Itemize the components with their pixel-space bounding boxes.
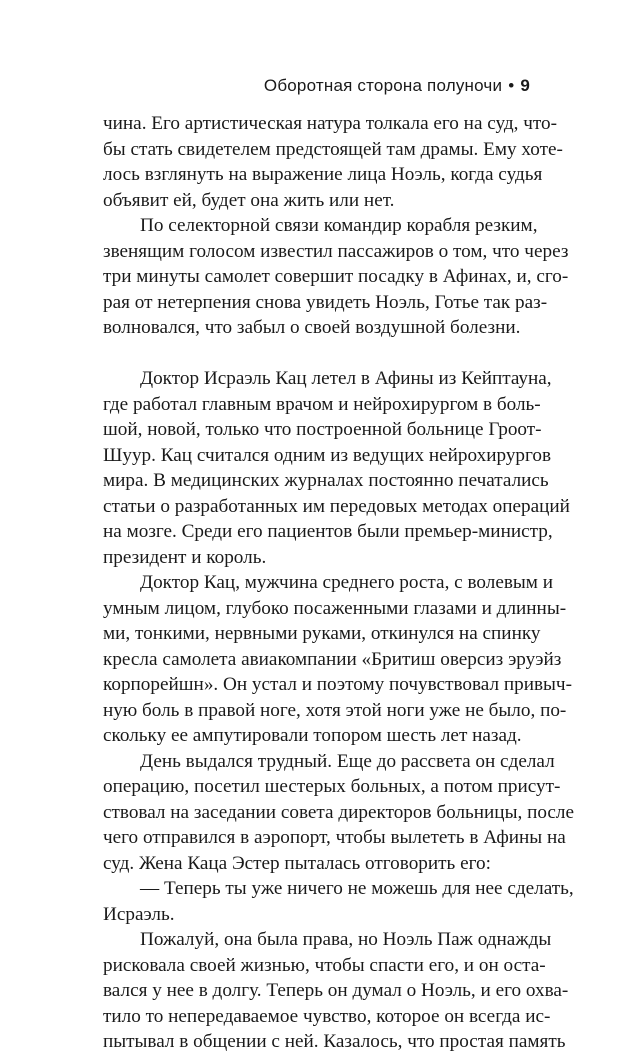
text-line: ную боль в правой ноге, хотя этой ноги уже не было, по- [103,699,567,721]
running-header [264,76,530,96]
text-line: корпорейшн». Он устал и поэтому почувствовал привыч- [103,674,572,695]
text-line: Пожалуй, она была права, но Ноэль Паж однажды [140,929,552,950]
text-line: По селекторной связи командир корабля резким, [140,215,538,236]
paragraph [103,366,570,570]
text-line: на мозге. Среди его пациентов были премьер-министр, [103,521,553,542]
text-line: — Теперь ты уже ничего не можешь для нее сделать, [140,878,574,899]
text-line: чего отправился в аэропорт, чтобы вылететь в Афины на [103,827,566,848]
text-line: Доктор Кац, мужчина среднего роста, с волевым и [140,572,553,593]
text-line: кресла самолета авиакомпании «Бритиш оверсиз эруэйз [103,648,562,670]
text-line: скольку ее ампутировали топором шесть лет назад. [103,725,522,746]
paragraph [103,749,575,877]
text-line: бы стать свидетелем предстоящей там драмы. Ему хоте- [103,138,563,160]
text-line: три минуты самолет совершит посадку в Афинах, и, сго- [103,266,569,287]
section-break [103,341,529,367]
page-number: 9 [520,76,530,95]
text-line: где работал главным врачом и нейрохирургом в боль- [103,393,541,415]
text-line: рая от нетерпения снова увидеть Ноэль, Готье так раз- [103,291,548,313]
text-line: ми, тонкими, нервными руками, откинулся на спинку [103,623,541,644]
paragraph [103,213,569,341]
text-line: операцию, посетил шестерых больных, а потом присут- [103,776,561,797]
text-line: шой, новой, только что построенной больнице Гроот- [103,419,542,440]
text-line: ствовал на заседании совета директоров больницы, после [103,801,575,823]
paragraph [103,111,563,213]
text-line: Исраэль. [103,903,175,925]
text-line: волновался, что забыл о своей воздушной болезни. [103,317,521,338]
text-line: пытывал в общении с ней. Казалось, что простая память [103,1031,566,1052]
header-bullet: • [508,76,515,95]
text-line: объявит ей, будет она жить или нет. [103,189,395,211]
paragraph [103,570,572,749]
text-line: умным лицом, глубоко посаженными глазами и длинны- [103,597,567,619]
paragraph [103,927,569,1055]
text-line: президент и король. [103,546,267,568]
text-line: звенящим голосом известил пассажиров о том, что через [103,240,569,262]
text-line: мира. В медицинских журналах постоянно печатались [103,470,549,491]
text-line: лось взглянуть на выражение лица Ноэль, когда судья [103,164,543,185]
text-line: чина. Его артистическая натура толкала его на суд, что- [103,113,558,134]
text-line: вался у нее в долгу. Теперь он думал о Ноэль, и его охва- [103,980,569,1001]
text-line: День выдался трудный. Еще до рассвета он сделал [140,750,555,772]
text-line: Доктор Исраэль Кац летел в Афины из Кейптауна, [140,368,552,389]
body-text [103,111,575,1055]
text-line: Шуур. Кац считался одним из ведущих нейрохирургов [103,444,552,466]
running-title: Оборотная сторона полуночи [263,76,503,95]
text-line: суд. Жена Каца Эстер пыталась отговорить его: [103,852,491,874]
paragraph [103,876,574,927]
text-line: тило то непередаваемое чувство, которое он всегда ис- [103,1005,551,1027]
text-line: статьи о разработанных им передовых методах операций [103,495,570,517]
text-line: рисковала своей жизнью, чтобы спасти его, и он оста- [103,954,546,976]
